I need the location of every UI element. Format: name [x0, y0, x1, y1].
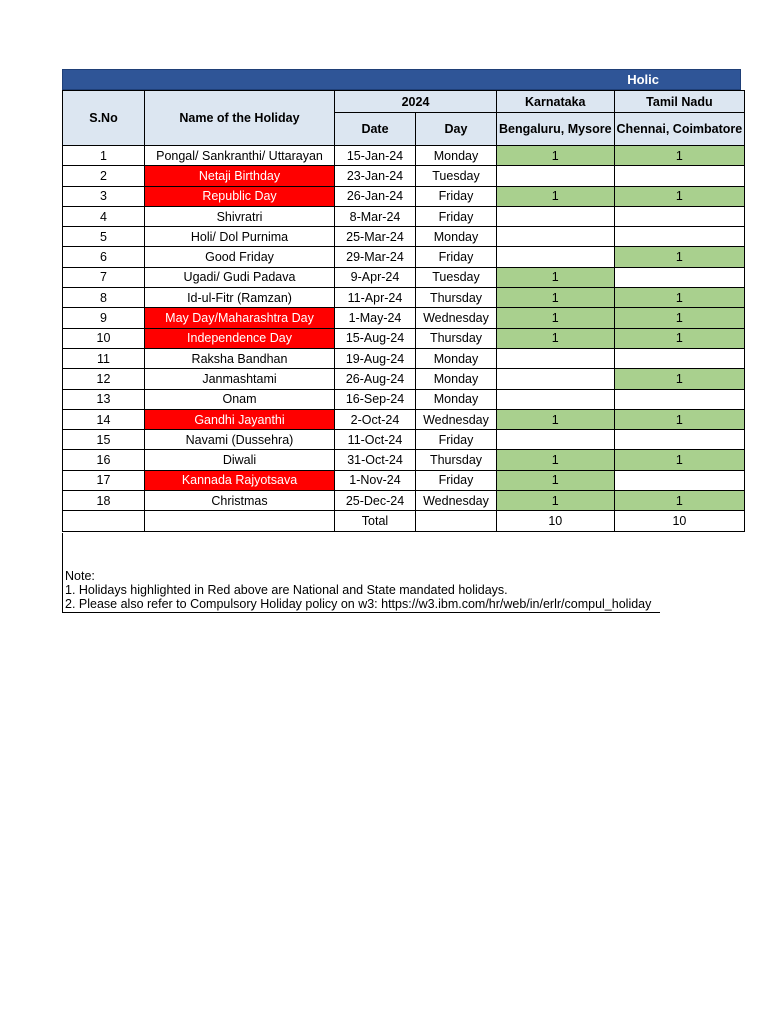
cell-date: 9-Apr-24: [335, 267, 416, 287]
table-row: [63, 491, 745, 511]
cell-date: 11-Apr-24: [335, 288, 416, 308]
table-row: [63, 348, 745, 368]
cell-date: 15-Jan-24: [335, 146, 416, 166]
table-row: [63, 389, 745, 409]
cell-karnataka: 1: [497, 470, 615, 490]
cell-day: Wednesday: [416, 491, 497, 511]
cell-day: Monday: [416, 146, 497, 166]
cell-date: 19-Aug-24: [335, 348, 416, 368]
cell-karnataka: [497, 369, 615, 389]
cell-date: 31-Oct-24: [335, 450, 416, 470]
cell-tamil-nadu: 1: [614, 450, 745, 470]
header-city-chennai: Chennai, Coimbatore: [614, 113, 745, 146]
cell-karnataka: 1: [497, 186, 615, 206]
cell-date: 26-Jan-24: [335, 186, 416, 206]
cell-tamil-nadu: [614, 267, 745, 287]
cell-tamil-nadu: 1: [614, 247, 745, 267]
total-empty-day: [416, 511, 497, 531]
cell-day: Wednesday: [416, 308, 497, 328]
cell-tamil-nadu: [614, 430, 745, 450]
cell-date: 25-Dec-24: [335, 491, 416, 511]
cell-karnataka: [497, 389, 615, 409]
header-date: Date: [335, 113, 416, 146]
header-year: 2024: [335, 91, 497, 113]
table-row: [63, 186, 745, 206]
cell-sno: 13: [63, 389, 145, 409]
cell-holiday-name: Gandhi Jayanthi: [145, 409, 335, 429]
total-karnataka: 10: [497, 511, 615, 531]
cell-karnataka: 1: [497, 288, 615, 308]
cell-holiday-name: Diwali: [145, 450, 335, 470]
cell-sno: 4: [63, 206, 145, 226]
cell-sno: 18: [63, 491, 145, 511]
cell-karnataka: [497, 348, 615, 368]
cell-karnataka: 1: [497, 328, 615, 348]
notes-line-2: 2. Please also refer to Compulsory Holiday policy on w3: https://w3.ibm.com/hr/web/in/erlr/compul_holiday: [65, 597, 652, 611]
table-row: [63, 328, 745, 348]
cell-date: 16-Sep-24: [335, 389, 416, 409]
banner-title: Holic: [627, 72, 659, 87]
notes-heading: Note:: [65, 569, 95, 583]
table-row: [63, 206, 745, 226]
table-row: [63, 430, 745, 450]
cell-day: Thursday: [416, 450, 497, 470]
header-day: Day: [416, 113, 497, 146]
cell-sno: 8: [63, 288, 145, 308]
cell-day: Friday: [416, 186, 497, 206]
cell-tamil-nadu: [614, 166, 745, 186]
cell-date: 1-May-24: [335, 308, 416, 328]
cell-holiday-name: Kannada Rajyotsava: [145, 470, 335, 490]
cell-tamil-nadu: 1: [614, 369, 745, 389]
cell-karnataka: 1: [497, 308, 615, 328]
header-state-karnataka: Karnataka: [497, 91, 615, 113]
cell-sno: 12: [63, 369, 145, 389]
table-row: [63, 308, 745, 328]
cell-day: Tuesday: [416, 267, 497, 287]
cell-sno: 14: [63, 409, 145, 429]
table-row: [63, 288, 745, 308]
cell-holiday-name: Netaji Birthday: [145, 166, 335, 186]
cell-day: Monday: [416, 227, 497, 247]
cell-karnataka: 1: [497, 409, 615, 429]
cell-holiday-name: Id-ul-Fitr (Ramzan): [145, 288, 335, 308]
table-row: [63, 450, 745, 470]
table-row: [63, 247, 745, 267]
cell-day: Thursday: [416, 288, 497, 308]
cell-holiday-name: Navami (Dussehra): [145, 430, 335, 450]
cell-date: 25-Mar-24: [335, 227, 416, 247]
cell-sno: 16: [63, 450, 145, 470]
cell-holiday-name: Holi/ Dol Purnima: [145, 227, 335, 247]
table-row: [63, 470, 745, 490]
cell-tamil-nadu: [614, 206, 745, 226]
cell-day: Wednesday: [416, 409, 497, 429]
cell-day: Friday: [416, 206, 497, 226]
cell-holiday-name: Shivratri: [145, 206, 335, 226]
cell-day: Friday: [416, 430, 497, 450]
cell-karnataka: 1: [497, 267, 615, 287]
cell-date: 1-Nov-24: [335, 470, 416, 490]
table-row: [63, 166, 745, 186]
cell-holiday-name: Janmashtami: [145, 369, 335, 389]
cell-tamil-nadu: 1: [614, 308, 745, 328]
cell-holiday-name: Raksha Bandhan: [145, 348, 335, 368]
cell-tamil-nadu: 1: [614, 409, 745, 429]
table-row: [63, 146, 745, 166]
cell-date: 23-Jan-24: [335, 166, 416, 186]
header-state-tamil-nadu: Tamil Nadu: [614, 91, 745, 113]
cell-sno: 15: [63, 430, 145, 450]
cell-sno: 10: [63, 328, 145, 348]
cell-sno: 3: [63, 186, 145, 206]
cell-day: Monday: [416, 369, 497, 389]
notes-section: [62, 533, 660, 613]
cell-sno: 11: [63, 348, 145, 368]
cell-karnataka: 1: [497, 146, 615, 166]
cell-day: Thursday: [416, 328, 497, 348]
cell-holiday-name: Christmas: [145, 491, 335, 511]
cell-sno: 2: [63, 166, 145, 186]
cell-day: Monday: [416, 389, 497, 409]
cell-holiday-name: Ugadi/ Gudi Padava: [145, 267, 335, 287]
cell-date: 29-Mar-24: [335, 247, 416, 267]
cell-sno: 17: [63, 470, 145, 490]
cell-holiday-name: Good Friday: [145, 247, 335, 267]
cell-tamil-nadu: 1: [614, 288, 745, 308]
cell-karnataka: 1: [497, 450, 615, 470]
cell-tamil-nadu: [614, 470, 745, 490]
total-empty-sno: [63, 511, 145, 531]
cell-tamil-nadu: [614, 348, 745, 368]
cell-holiday-name: May Day/Maharashtra Day: [145, 308, 335, 328]
table-body: [63, 146, 745, 511]
total-label: Total: [335, 511, 416, 531]
cell-tamil-nadu: 1: [614, 186, 745, 206]
total-empty-name: [145, 511, 335, 531]
table-row: [63, 267, 745, 287]
cell-sno: 5: [63, 227, 145, 247]
cell-karnataka: [497, 166, 615, 186]
cell-sno: 1: [63, 146, 145, 166]
cell-day: Friday: [416, 247, 497, 267]
total-tamil-nadu: 10: [614, 511, 745, 531]
table-row: [63, 227, 745, 247]
table-row: [63, 409, 745, 429]
cell-day: Friday: [416, 470, 497, 490]
cell-sno: 6: [63, 247, 145, 267]
cell-holiday-name: Independence Day: [145, 328, 335, 348]
cell-tamil-nadu: 1: [614, 328, 745, 348]
cell-date: 11-Oct-24: [335, 430, 416, 450]
cell-karnataka: [497, 206, 615, 226]
cell-date: 8-Mar-24: [335, 206, 416, 226]
cell-date: 26-Aug-24: [335, 369, 416, 389]
cell-day: Tuesday: [416, 166, 497, 186]
notes-line-1: 1. Holidays highlighted in Red above are National and State mandated holidays.: [65, 583, 508, 597]
cell-date: 15-Aug-24: [335, 328, 416, 348]
cell-date: 2-Oct-24: [335, 409, 416, 429]
cell-holiday-name: Pongal/ Sankranthi/ Uttarayan: [145, 146, 335, 166]
holiday-table: [62, 90, 745, 532]
cell-sno: 9: [63, 308, 145, 328]
header-city-bengaluru: Bengaluru, Mysore: [497, 113, 615, 146]
cell-tamil-nadu: 1: [614, 491, 745, 511]
cell-karnataka: 1: [497, 491, 615, 511]
cell-karnataka: [497, 227, 615, 247]
header-holiday-name: Name of the Holiday: [145, 91, 335, 146]
cell-tamil-nadu: [614, 227, 745, 247]
cell-karnataka: [497, 247, 615, 267]
cell-sno: 7: [63, 267, 145, 287]
cell-tamil-nadu: [614, 389, 745, 409]
cell-tamil-nadu: 1: [614, 146, 745, 166]
table-row: [63, 369, 745, 389]
cell-day: Monday: [416, 348, 497, 368]
cell-karnataka: [497, 430, 615, 450]
title-banner: [62, 69, 741, 90]
cell-holiday-name: Onam: [145, 389, 335, 409]
header-sno: S.No: [63, 91, 145, 146]
cell-holiday-name: Republic Day: [145, 186, 335, 206]
